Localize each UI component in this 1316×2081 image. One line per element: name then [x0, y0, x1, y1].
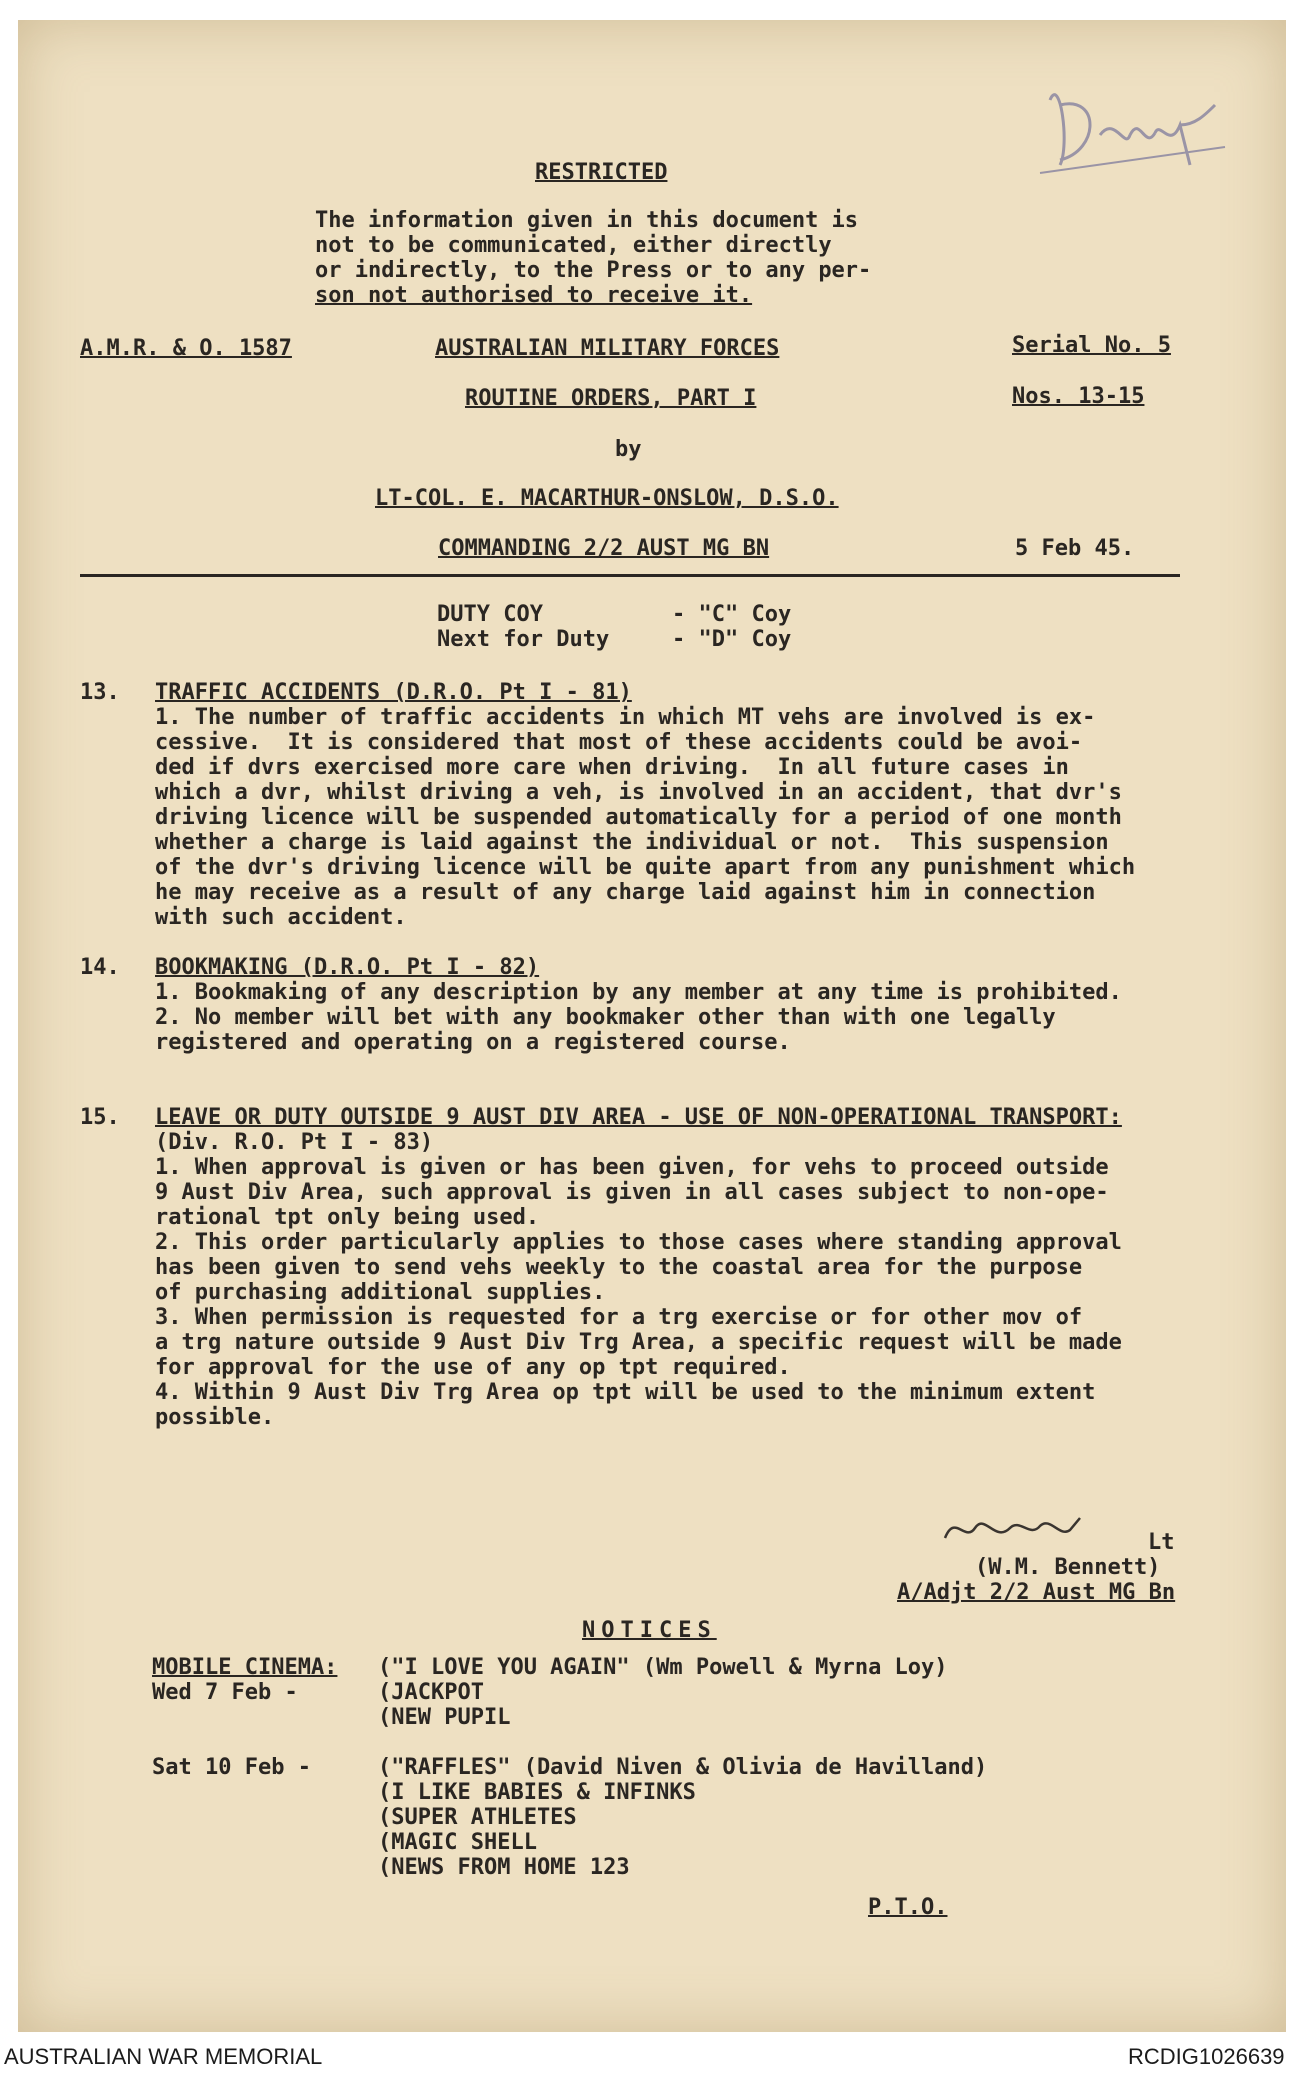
item-number: 15.	[80, 1105, 120, 1130]
item-title: TRAFFIC ACCIDENTS (D.R.O. Pt I - 81)	[155, 680, 632, 705]
item-text-line: 3. When permission is requested for a trg exercise or for other mov of	[155, 1305, 1083, 1330]
item-text-line: he may receive as a result of any charge laid against him in connection	[155, 880, 1096, 905]
item-text-line: 9 Aust Div Area, such approval is given in all cases subject to non-ope-	[155, 1180, 1109, 1205]
archive-reference: RCDIG1026639	[1128, 2044, 1285, 2069]
next-duty-label: Next for Duty	[437, 627, 610, 652]
item-text-line: of purchasing additional supplies.	[155, 1280, 606, 1305]
notice-film: ("I LOVE YOU AGAIN" (Wm Powell & Myrna Loy)	[378, 1655, 948, 1680]
item-text-line: possible.	[155, 1405, 275, 1430]
item-text-line: 1. The number of traffic accidents in which MT vehs are involved is ex-	[155, 705, 1096, 730]
archive-credit: AUSTRALIAN WAR MEMORIAL	[4, 2044, 323, 2069]
restricted-heading: RESTRICTED	[535, 160, 668, 185]
notice-film: (JACKPOT	[378, 1680, 484, 1705]
by-label: by	[615, 437, 642, 462]
notice-date: Wed 7 Feb -	[152, 1680, 298, 1705]
security-notice-line: not to be communicated, either directly	[315, 233, 832, 258]
item-text-line: has been given to send vehs weekly to the coastal area for the purpose	[155, 1255, 1083, 1280]
notice-film: ("RAFFLES" (David Niven & Olivia de Havilland)	[378, 1755, 988, 1780]
item-text-line: cessive. It is considered that most of these accidents could be avoi-	[155, 730, 1083, 755]
item-text-line: ded if dvrs exercised more care when driving. In all future cases in	[155, 755, 1069, 780]
next-duty-value: - "D" Coy	[672, 627, 792, 652]
item-text-line: of the dvr's driving licence will be quite apart from any punishment which	[155, 855, 1136, 880]
notices-heading: NOTICES	[582, 1618, 717, 1643]
item-text-line: 4. Within 9 Aust Div Trg Area op tpt will be used to the minimum extent	[155, 1380, 1096, 1405]
item-number: 14.	[80, 955, 120, 980]
item-text-line: whether a charge is laid against the individual or not. This suspension	[155, 830, 1109, 855]
serial-number: Serial No. 5	[1012, 333, 1171, 358]
commanding-officer: LT-COL. E. MACARTHUR-ONSLOW, D.S.O.	[375, 486, 839, 511]
header-rule	[80, 574, 1180, 577]
duty-coy-value: - "C" Coy	[672, 602, 792, 627]
notice-film: (NEWS FROM HOME 123	[378, 1855, 630, 1880]
handwritten-diary-note	[1030, 55, 1230, 175]
notice-date: Sat 10 Feb -	[152, 1755, 311, 1780]
security-notice-line: The information given in this document is	[315, 208, 859, 233]
security-notice-line: or indirectly, to the Press or to any per-	[315, 258, 872, 283]
command-unit: COMMANDING 2/2 AUST MG BN	[438, 536, 770, 561]
item-number: 13.	[80, 680, 120, 705]
duty-coy-label: DUTY COY	[437, 602, 543, 627]
notice-film: (NEW PUPIL	[378, 1705, 511, 1730]
item-text-line: 1. Bookmaking of any description by any member at any time is prohibited.	[155, 980, 1122, 1005]
item-title: BOOKMAKING (D.R.O. Pt I - 82)	[155, 955, 540, 980]
force-heading: AUSTRALIAN MILITARY FORCES	[435, 336, 780, 361]
mobile-cinema-label: MOBILE CINEMA:	[152, 1655, 338, 1680]
form-reference: A.M.R. & O. 1587	[80, 336, 292, 361]
item-text-line: for approval for the use of any op tpt required.	[155, 1355, 791, 1380]
order-numbers: Nos. 13-15	[1012, 384, 1145, 409]
item-text-line: driving licence will be suspended automatically for a period of one month	[155, 805, 1122, 830]
order-date: 5 Feb 45.	[1015, 536, 1135, 561]
item-text-line: registered and operating on a registered course.	[155, 1030, 791, 1055]
item-text-line: 2. No member will bet with any bookmaker other than with one legally	[155, 1005, 1056, 1030]
notice-film: (SUPER ATHLETES	[378, 1805, 577, 1830]
item-subtitle: (Div. R.O. Pt I - 83)	[155, 1130, 434, 1155]
notice-film: (MAGIC SHELL	[378, 1830, 537, 1855]
handwritten-signature	[940, 1508, 1140, 1548]
pto-marker: P.T.O.	[868, 1895, 948, 1920]
item-text-line: which a dvr, whilst driving a veh, is involved in an accident, that dvr's	[155, 780, 1122, 805]
item-text-line: rational tpt only being used.	[155, 1205, 540, 1230]
item-text-line: 2. This order particularly applies to those cases where standing approval	[155, 1230, 1122, 1255]
security-notice-line: son not authorised to receive it.	[315, 283, 753, 308]
signature-name: (W.M. Bennett)	[975, 1555, 1161, 1580]
signature-title: A/Adjt 2/2 Aust MG Bn	[897, 1580, 1176, 1605]
item-text-line: 1. When approval is given or has been given, for vehs to proceed outside	[155, 1155, 1109, 1180]
signature-rank: Lt	[1148, 1530, 1175, 1555]
item-title: LEAVE OR DUTY OUTSIDE 9 AUST DIV AREA - USE OF NON-OPERATIONAL TRANSPORT:	[155, 1105, 1122, 1130]
item-text-line: a trg nature outside 9 Aust Div Trg Area, a specific request will be made	[155, 1330, 1122, 1355]
notice-film: (I LIKE BABIES & INFINKS	[378, 1780, 696, 1805]
item-text-line: with such accident.	[155, 905, 407, 930]
orders-heading: ROUTINE ORDERS, PART I	[465, 386, 757, 411]
